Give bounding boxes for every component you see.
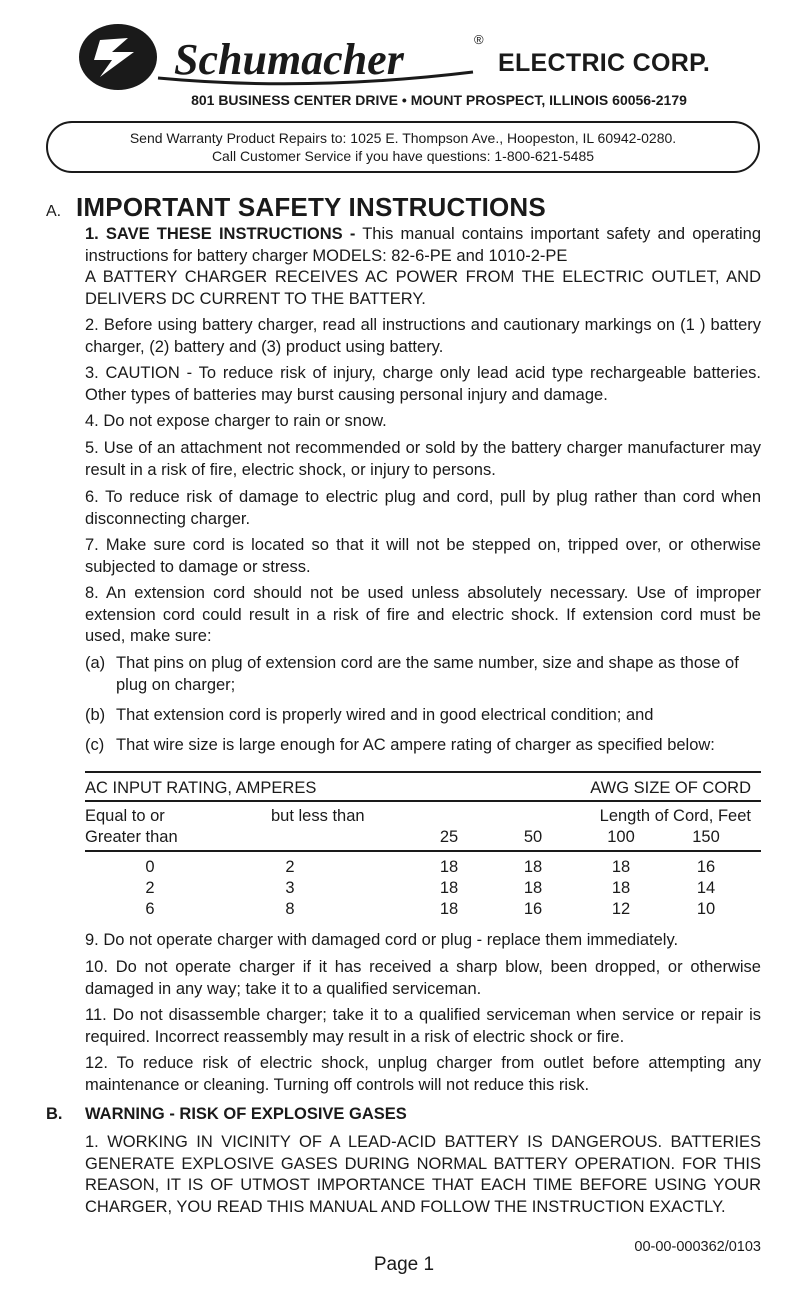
instruction-5: 5. Use of an attachment not recommended or sold by the battery charger manufacturer may result in a risk of fire, electric shock, or injury to persons. <box>85 439 761 479</box>
table-cell: 6 <box>145 900 155 918</box>
instruction-10: 10. Do not operate charger if it has received a sharp blow, been dropped, or otherwise damaged in any way; take it to a qualified serviceman. <box>85 958 761 998</box>
table-top-rule <box>85 771 761 773</box>
schumacher-logo <box>78 22 493 92</box>
col-equal-label-1: Equal to or <box>85 807 165 825</box>
instruction-1 <box>85 224 761 267</box>
table-cell: 0 <box>145 858 155 876</box>
table-cell: 8 <box>285 900 295 918</box>
length-150: 150 <box>692 828 720 846</box>
instruction-6: 6. To reduce risk of damage to electric plug and cord, pull by plug rather than cord when disconnecting charger. <box>85 488 761 528</box>
table-header-rule <box>85 800 761 802</box>
table-cell: 18 <box>611 858 631 876</box>
instruction-9: 9. Do not operate charger with damaged cord or plug - replace them immediately. <box>85 931 679 949</box>
instruction-8: 8. An extension cord should not be used unless absolutely necessary. Use of improper extension cord could result in a risk of fire and electric shock. If extension cord must be used, make sure: <box>85 584 761 645</box>
sub-item-b-label: (b) <box>85 706 106 724</box>
table-mid-rule <box>85 850 761 852</box>
length-50: 50 <box>523 828 543 846</box>
notice-line-1: Send Warranty Product Repairs to: 1025 E. Thompson Ave., Hoopeston, IL 60942-0280. <box>129 130 677 146</box>
table-cell: 2 <box>285 858 295 876</box>
section-a-title: IMPORTANT SAFETY INSTRUCTIONS <box>76 192 546 222</box>
section-b-title: WARNING - RISK OF EXPLOSIVE GASES <box>85 1105 407 1123</box>
table-header-left: AC INPUT RATING, AMPERES <box>85 779 317 797</box>
table-cell: 14 <box>696 879 716 897</box>
table-cell: 18 <box>611 879 631 897</box>
length-100: 100 <box>607 828 635 846</box>
page-number: Page 1 <box>373 1254 435 1275</box>
instruction-1-lead: 1. SAVE THESE INSTRUCTIONS - <box>85 225 356 243</box>
table-cell: 18 <box>523 879 543 897</box>
table-cell: 16 <box>696 858 716 876</box>
table-cell: 18 <box>439 879 459 897</box>
instruction-3: 3. CAUTION - To reduce risk of injury, charge only lead acid type rechargeable batteries. Other types of batteries may burst causing personal injury and damage. <box>85 364 761 404</box>
table-cell: 18 <box>439 900 459 918</box>
length-25: 25 <box>439 828 459 846</box>
instruction-12: 12. To reduce risk of electric shock, unplug charger from outlet before attempting any maintenance or cleaning. Turning off controls will not reduce this risk. <box>85 1054 761 1094</box>
table-cell: 16 <box>523 900 543 918</box>
sub-item-b <box>85 705 761 727</box>
warranty-notice <box>46 121 760 173</box>
instruction-1-text: This manual contains important safety and operating instructions for battery charger MODELS: 82-6-PE and 1010-2-PE <box>85 225 762 265</box>
company-suffix: ELECTRIC CORP. <box>498 49 711 77</box>
sub-item-c-text: That wire size is large enough for AC ampere rating of charger as specified below: <box>116 736 715 754</box>
sub-item-a <box>85 653 761 696</box>
section-a-letter: A. <box>46 203 62 220</box>
table-cell: 3 <box>285 879 295 897</box>
sub-item-a-label: (a) <box>85 654 106 672</box>
col-equal-label-2: Greater than <box>85 828 178 846</box>
table-cell: 18 <box>523 858 543 876</box>
sub-item-a-text: That pins on plug of extension cord are the same number, size and shape as those of plug on charger; <box>116 654 739 694</box>
instruction-11: 11. Do not disassemble charger; take it to a qualified serviceman when service or repair is required. Incorrect reassembly may result in a risk of electric shock or fire. <box>85 1006 761 1046</box>
brand-wordmark: Schumacher <box>174 35 404 84</box>
instruction-4: 4. Do not expose charger to rain or snow. <box>85 412 387 430</box>
table-cell: 12 <box>611 900 631 918</box>
section-b-instruction-1: 1. WORKING IN VICINITY OF A LEAD-ACID BATTERY IS DANGEROUS. BATTERIES GENERATE EXPLOSIVE GASES DURING NORMAL BATTERY OPERATION. FOR THIS REASON, IT IS OF UTMOST IMPORTANCE THAT EACH TIME BEFORE USING YOUR CHARGER, YOU READ THIS MANUAL AND FOLLOW THE INSTRUCTION EXACTLY. <box>85 1133 761 1216</box>
table-cell: 2 <box>145 879 155 897</box>
instruction-1-caps: A BATTERY CHARGER RECEIVES AC POWER FROM THE ELECTRIC OUTLET, AND DELIVERS DC CURRENT TO THE BATTERY. <box>85 268 761 308</box>
table-cell: 18 <box>439 858 459 876</box>
instruction-2: 2. Before using battery charger, read all instructions and cautionary markings on (1 ) battery charger, (2) battery and (3) product using battery. <box>85 316 761 356</box>
company-address: 801 BUSINESS CENTER DRIVE • MOUNT PROSPECT, ILLINOIS 60056-2179 <box>191 92 687 108</box>
length-label: Length of Cord, Feet <box>599 807 751 825</box>
instruction-7: 7. Make sure cord is located so that it will not be stepped on, tripped over, or otherwise subjected to damage or stress. <box>85 536 761 576</box>
section-b-letter: B. <box>46 1105 63 1123</box>
sub-item-b-text: That extension cord is properly wired and in good electrical condition; and <box>116 706 654 724</box>
document-number: 00-00-000362/0103 <box>634 1239 761 1255</box>
table-header-right: AWG SIZE OF CORD <box>590 779 751 797</box>
col-less-label: but less than <box>271 807 365 825</box>
notice-line-2: Call Customer Service if you have questions: 1-800-621-5485 <box>211 148 595 164</box>
table-cell: 10 <box>696 900 716 918</box>
sub-item-c <box>85 735 761 757</box>
registered-mark: ® <box>474 32 484 47</box>
sub-item-c-label: (c) <box>85 736 105 754</box>
